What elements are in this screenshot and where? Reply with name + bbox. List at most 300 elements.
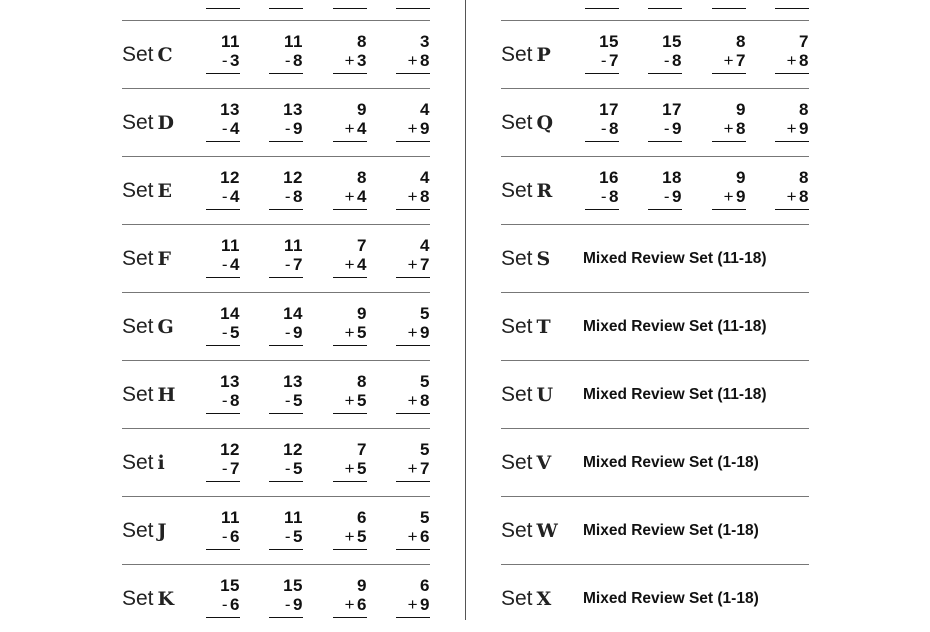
set-prefix: Set [501,111,533,134]
math-problem [648,100,682,142]
math-problem [206,304,240,346]
problem-bottom-number: 5 [357,459,367,478]
problem-top-number: 13 [220,100,240,119]
answer-line-stub [648,0,682,9]
answer-line-stub [712,0,746,9]
mixed-review-label: Mixed Review Set (11-18) [583,250,767,267]
problem-bottom-number: 8 [799,51,809,70]
math-problem [333,372,367,414]
problem-bottom-number: 8 [293,187,303,206]
problem-top-number: 11 [221,32,240,51]
column-divider [465,0,466,620]
problem-bottom-number: 5 [230,323,240,342]
operator-sign: - [284,595,292,614]
math-problem [333,168,367,210]
problem-top-number: 15 [220,576,240,595]
problem-bottom-line [396,51,430,74]
set-prefix: Set [501,587,533,610]
set-label [122,42,173,68]
set-prefix: Set [501,383,533,406]
operator-sign: - [284,119,292,138]
set-label [501,42,551,68]
operator-sign: + [407,595,419,614]
problem-bottom-number: 7 [420,459,430,478]
problem-top-number: 13 [283,100,303,119]
problem-bottom-number: 5 [293,527,303,546]
problem-top-number: 11 [284,32,303,51]
set-row [122,20,430,88]
set-row [122,292,430,360]
problem-top-number: 16 [599,168,619,187]
row-divider [122,428,430,429]
problem-bottom-line [648,119,682,142]
problem-bottom-number: 8 [293,51,303,70]
math-problem [333,236,367,278]
row-divider [122,292,430,293]
set-prefix: Set [122,179,154,202]
problem-bottom-line [712,119,746,142]
math-problem [396,440,430,482]
set-label [122,314,174,340]
operator-sign: - [600,119,608,138]
math-problem [206,508,240,550]
set-letter: H [157,384,176,406]
problem-top-number: 7 [357,440,367,459]
operator-sign: + [407,51,419,70]
operator-sign: - [221,51,229,70]
problem-top-number: 3 [420,32,430,51]
operator-sign: + [344,595,356,614]
set-row [122,360,430,428]
problem-bottom-line [269,391,303,414]
set-prefix: Set [122,111,154,134]
operator-sign: - [663,119,671,138]
set-prefix: Set [501,43,533,66]
problem-bottom-line [333,119,367,142]
set-row [122,224,430,292]
answer-line-stub [206,0,240,9]
problem-bottom-line [206,323,240,346]
math-problem [333,100,367,142]
problem-bottom-line [269,51,303,74]
set-label [501,178,552,204]
row-divider [122,360,430,361]
problem-top-number: 9 [357,100,367,119]
operator-sign: - [284,323,292,342]
set-row [501,496,809,564]
operator-sign: + [407,187,419,206]
problem-bottom-number: 7 [230,459,240,478]
set-label [122,450,165,476]
problem-bottom-line [396,459,430,482]
set-letter: U [536,384,554,406]
problem-bottom-line [585,119,619,142]
row-divider [501,88,809,89]
operator-sign: + [723,51,735,70]
set-row [122,156,430,224]
problem-bottom-line [206,187,240,210]
problem-bottom-line [206,527,240,550]
problem-bottom-line [775,187,809,210]
set-letter: G [157,316,174,338]
operator-sign: - [663,187,671,206]
problem-top-number: 8 [799,168,809,187]
problem-top-number: 12 [220,440,240,459]
problem-bottom-line [269,459,303,482]
problem-bottom-line [775,119,809,142]
math-problem [333,576,367,618]
problem-bottom-number: 7 [736,51,746,70]
row-divider [501,428,809,429]
math-problem [206,372,240,414]
operator-sign: - [663,51,671,70]
set-letter: W [536,520,558,542]
problem-top-number: 5 [420,304,430,323]
set-label [501,450,551,476]
set-row [501,20,809,88]
row-divider [122,20,430,21]
problem-bottom-number: 4 [357,187,367,206]
row-divider [122,88,430,89]
answer-line-stub [333,0,367,9]
problem-top-number: 17 [662,100,682,119]
problem-top-number: 13 [220,372,240,391]
math-problem [269,508,303,550]
row-divider [501,360,809,361]
problem-bottom-line [333,527,367,550]
problem-bottom-number: 8 [672,51,682,70]
set-row [501,88,809,156]
row-divider [501,20,809,21]
operator-sign: + [407,323,419,342]
math-problem [396,168,430,210]
math-problem [648,168,682,210]
problem-bottom-line [206,119,240,142]
operator-sign: + [407,255,419,274]
problem-bottom-number: 9 [799,119,809,138]
set-letter: E [157,180,173,202]
operator-sign: - [221,187,229,206]
problem-top-number: 15 [283,576,303,595]
math-problem [269,576,303,618]
problem-bottom-number: 4 [230,119,240,138]
problem-bottom-line [206,51,240,74]
problem-top-number: 14 [220,304,240,323]
problem-top-number: 4 [420,236,430,255]
problem-top-number: 7 [799,32,809,51]
problem-top-number: 8 [357,168,367,187]
problem-bottom-line [333,255,367,278]
problem-bottom-line [775,51,809,74]
set-letter: i [157,452,165,474]
operator-sign: + [344,391,356,410]
problem-top-number: 9 [357,304,367,323]
row-divider [501,224,809,225]
problem-bottom-line [396,187,430,210]
row-divider [501,496,809,497]
problem-bottom-number: 7 [609,51,619,70]
operator-sign: + [344,119,356,138]
math-problem [206,168,240,210]
set-label [501,518,558,544]
problem-top-number: 8 [357,372,367,391]
math-problem [206,576,240,618]
problem-top-number: 15 [599,32,619,51]
set-prefix: Set [501,315,533,338]
set-label [501,586,551,612]
problem-top-number: 18 [662,168,682,187]
operator-sign: - [600,51,608,70]
set-letter: J [157,520,167,542]
set-label [122,518,167,544]
problem-bottom-line [648,187,682,210]
operator-sign: - [284,255,292,274]
operator-sign: - [284,187,292,206]
set-letter: S [536,248,551,270]
math-problem [206,440,240,482]
set-row [501,428,809,496]
problem-bottom-line [333,51,367,74]
set-label [122,586,174,612]
math-problem [206,236,240,278]
math-problem [396,372,430,414]
problem-bottom-number: 6 [420,527,430,546]
problem-top-number: 14 [283,304,303,323]
problem-top-number: 8 [799,100,809,119]
math-problem [269,168,303,210]
problem-bottom-line [396,119,430,142]
math-problem [269,372,303,414]
set-prefix: Set [501,451,533,474]
operator-sign: - [221,119,229,138]
problem-bottom-line [333,323,367,346]
problem-bottom-line [333,595,367,618]
math-problem [396,508,430,550]
problem-bottom-number: 6 [230,527,240,546]
math-problem [396,100,430,142]
mixed-review-label: Mixed Review Set (1-18) [583,454,759,471]
problem-bottom-number: 8 [420,51,430,70]
operator-sign: + [723,119,735,138]
operator-sign: + [344,51,356,70]
problem-bottom-number: 4 [357,255,367,274]
set-row [122,564,430,632]
set-label [122,178,172,204]
set-prefix: Set [501,519,533,542]
problem-bottom-line [396,391,430,414]
problem-top-number: 5 [420,508,430,527]
problem-bottom-number: 5 [293,459,303,478]
problem-top-number: 9 [357,576,367,595]
math-problem [775,32,809,74]
problem-bottom-number: 8 [609,187,619,206]
problem-bottom-line [396,323,430,346]
problem-bottom-line [396,255,430,278]
problem-bottom-line [333,187,367,210]
set-letter: K [157,588,175,610]
set-row [122,428,430,496]
set-label [501,110,553,136]
problem-bottom-line [648,51,682,74]
problem-bottom-number: 8 [799,187,809,206]
problem-bottom-number: 9 [672,187,682,206]
row-divider [501,292,809,293]
set-prefix: Set [122,43,154,66]
operator-sign: + [786,51,798,70]
set-prefix: Set [122,587,154,610]
problem-bottom-line [396,595,430,618]
set-row [122,496,430,564]
set-prefix: Set [122,315,154,338]
operator-sign: - [221,459,229,478]
row-divider [501,564,809,565]
problem-top-number: 12 [283,168,303,187]
operator-sign: + [344,459,356,478]
operator-sign: + [407,527,419,546]
set-row [501,156,809,224]
operator-sign: - [221,323,229,342]
problem-bottom-number: 6 [230,595,240,614]
math-problem [333,304,367,346]
problem-top-number: 7 [357,236,367,255]
problem-bottom-number: 9 [420,323,430,342]
problem-bottom-number: 9 [293,323,303,342]
row-divider [122,224,430,225]
problem-top-number: 9 [736,100,746,119]
math-problem [396,236,430,278]
set-prefix: Set [122,383,154,406]
problem-top-number: 8 [736,32,746,51]
problem-bottom-line [396,527,430,550]
set-letter: X [536,588,552,610]
row-divider [122,496,430,497]
answer-line-stub [269,0,303,9]
operator-sign: + [344,323,356,342]
row-divider [501,156,809,157]
operator-sign: - [284,51,292,70]
problem-bottom-line [585,51,619,74]
operator-sign: + [407,391,419,410]
problem-bottom-line [269,595,303,618]
set-label [122,382,175,408]
math-problem [648,32,682,74]
math-problem [585,32,619,74]
problem-bottom-line [333,459,367,482]
operator-sign: - [284,459,292,478]
operator-sign: - [221,255,229,274]
problem-bottom-number: 7 [293,255,303,274]
set-prefix: Set [122,519,154,542]
set-row [501,224,809,292]
math-problem [585,100,619,142]
math-problem [269,236,303,278]
math-problem [269,100,303,142]
problem-bottom-line [206,595,240,618]
operator-sign: + [407,119,419,138]
problem-top-number: 13 [283,372,303,391]
operator-sign: + [344,187,356,206]
problem-top-number: 15 [662,32,682,51]
problem-bottom-number: 5 [357,527,367,546]
set-row [501,360,809,428]
set-row [122,88,430,156]
set-label [501,382,553,408]
operator-sign: - [284,391,292,410]
set-label [122,246,171,272]
set-letter: R [536,180,553,202]
problem-bottom-number: 6 [357,595,367,614]
set-letter: V [536,452,552,474]
set-prefix: Set [501,179,533,202]
problem-bottom-number: 5 [357,323,367,342]
set-prefix: Set [501,247,533,270]
operator-sign: + [786,187,798,206]
answer-line-stub [396,0,430,9]
problem-top-number: 12 [220,168,240,187]
operator-sign: + [786,119,798,138]
set-letter: F [157,248,172,270]
set-row [501,564,809,632]
math-problem [269,304,303,346]
problem-bottom-number: 5 [293,391,303,410]
problem-top-number: 5 [420,372,430,391]
problem-bottom-number: 9 [293,119,303,138]
problem-top-number: 4 [420,100,430,119]
problem-bottom-line [269,187,303,210]
problem-bottom-line [206,255,240,278]
mixed-review-label: Mixed Review Set (11-18) [583,318,767,335]
problem-top-number: 11 [221,508,240,527]
math-problem [775,168,809,210]
math-problem [712,32,746,74]
problem-bottom-line [206,391,240,414]
problem-bottom-line [712,187,746,210]
problem-bottom-line [585,187,619,210]
operator-sign: + [723,187,735,206]
operator-sign: - [221,527,229,546]
problem-bottom-number: 9 [420,595,430,614]
math-problem [206,100,240,142]
problem-bottom-line [333,391,367,414]
mixed-review-label: Mixed Review Set (11-18) [583,386,767,403]
problem-bottom-number: 9 [736,187,746,206]
problem-bottom-line [712,51,746,74]
operator-sign: - [221,595,229,614]
operator-sign: - [221,391,229,410]
problem-bottom-line [269,323,303,346]
problem-top-number: 11 [284,236,303,255]
set-label [501,314,551,340]
operator-sign: + [344,255,356,274]
set-letter: T [536,316,551,338]
problem-bottom-line [206,459,240,482]
row-divider [122,564,430,565]
problem-bottom-line [269,255,303,278]
problem-bottom-number: 9 [672,119,682,138]
math-problem [396,32,430,74]
set-row [501,292,809,360]
set-letter: P [536,44,551,66]
problem-bottom-number: 4 [230,187,240,206]
math-problem [333,32,367,74]
problem-top-number: 11 [284,508,303,527]
set-letter: Q [536,112,554,134]
problem-bottom-number: 3 [357,51,367,70]
problem-top-number: 9 [736,168,746,187]
problem-top-number: 8 [357,32,367,51]
row-divider [122,156,430,157]
set-prefix: Set [122,451,154,474]
